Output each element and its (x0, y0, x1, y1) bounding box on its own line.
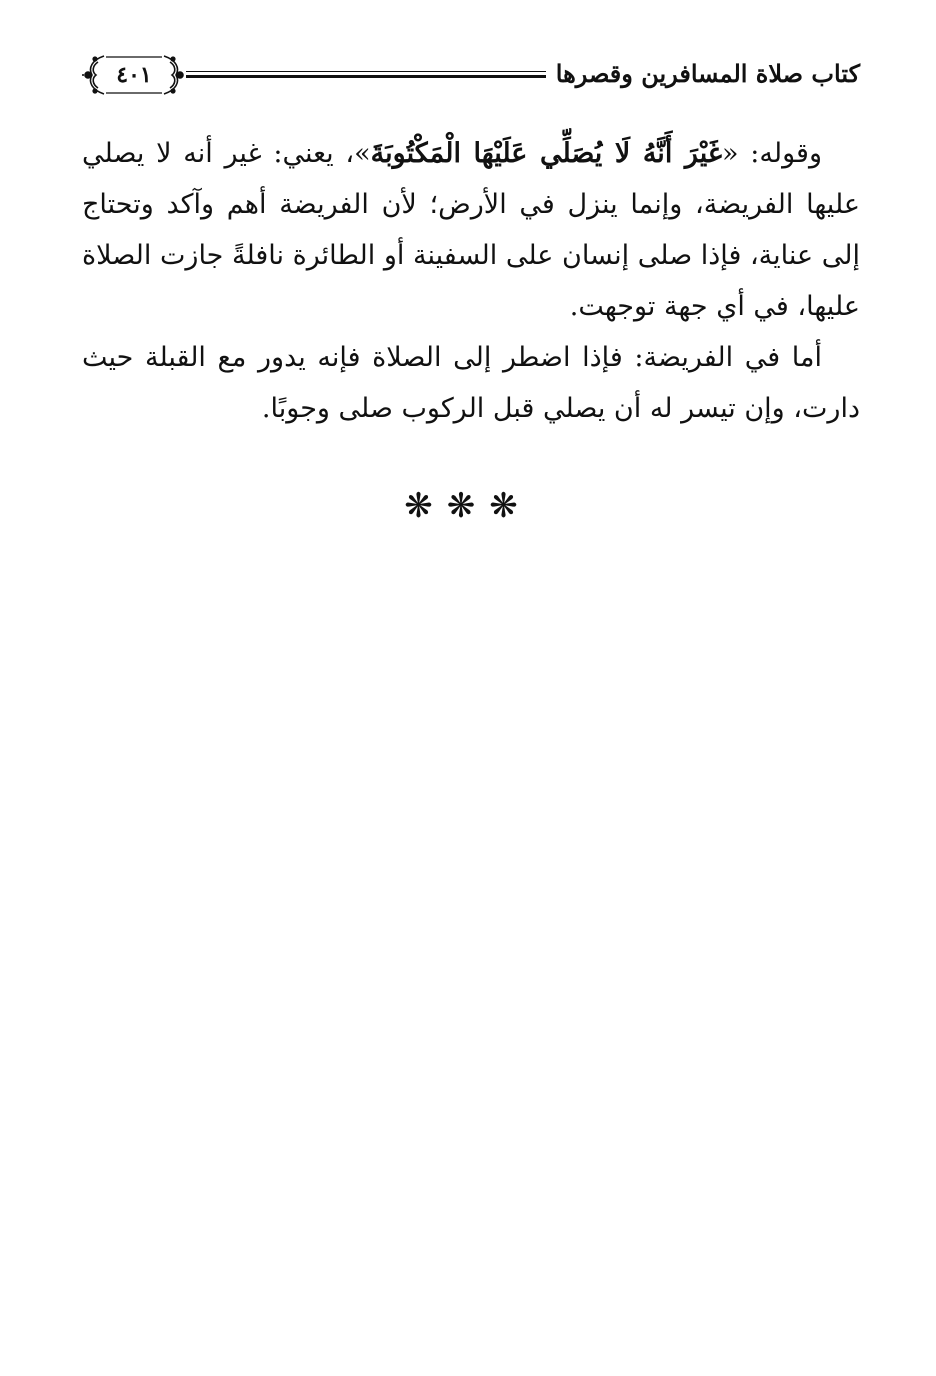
chapter-title: كتاب صلاة المسافرين وقصرها (555, 59, 860, 88)
paragraph-1-commentary: »، يعني: غير أنه لا يصلي عليها الفريضة، وإنما ينزل في الأرض؛ لأن الفريضة أهم وآكد وتحتاج إلى عناية، فإذا صلى إنسان على السفينة أو الطائرة نافلةً جازت الصلاة عليها، في أي جهة توجهت. (82, 138, 860, 322)
page-number: ٤٠١ (116, 62, 152, 88)
header-rule (186, 71, 546, 79)
paragraph-1 (82, 128, 860, 332)
header-rule-thick-line (186, 75, 546, 78)
page-body (82, 128, 860, 434)
section-separator-asterisks: ❋❋❋ (404, 486, 532, 526)
header-rule-thin-line (186, 71, 546, 72)
page-number-badge (82, 50, 186, 100)
running-header (82, 50, 860, 106)
paragraph-2: أما في الفريضة: فإذا اضطر إلى الصلاة فإنه يدور مع القبلة حيث دارت، وإن تيسر له أن يصلي قبل الركوب صلى وجوبًا. (82, 342, 860, 424)
paragraph-1-intro: وقوله: « (722, 138, 822, 169)
hadith-quote: غَيْرَ أَنَّهُ لَا يُصَلِّي عَلَيْهَا الْمَكْتُوبَةَ (370, 138, 723, 169)
